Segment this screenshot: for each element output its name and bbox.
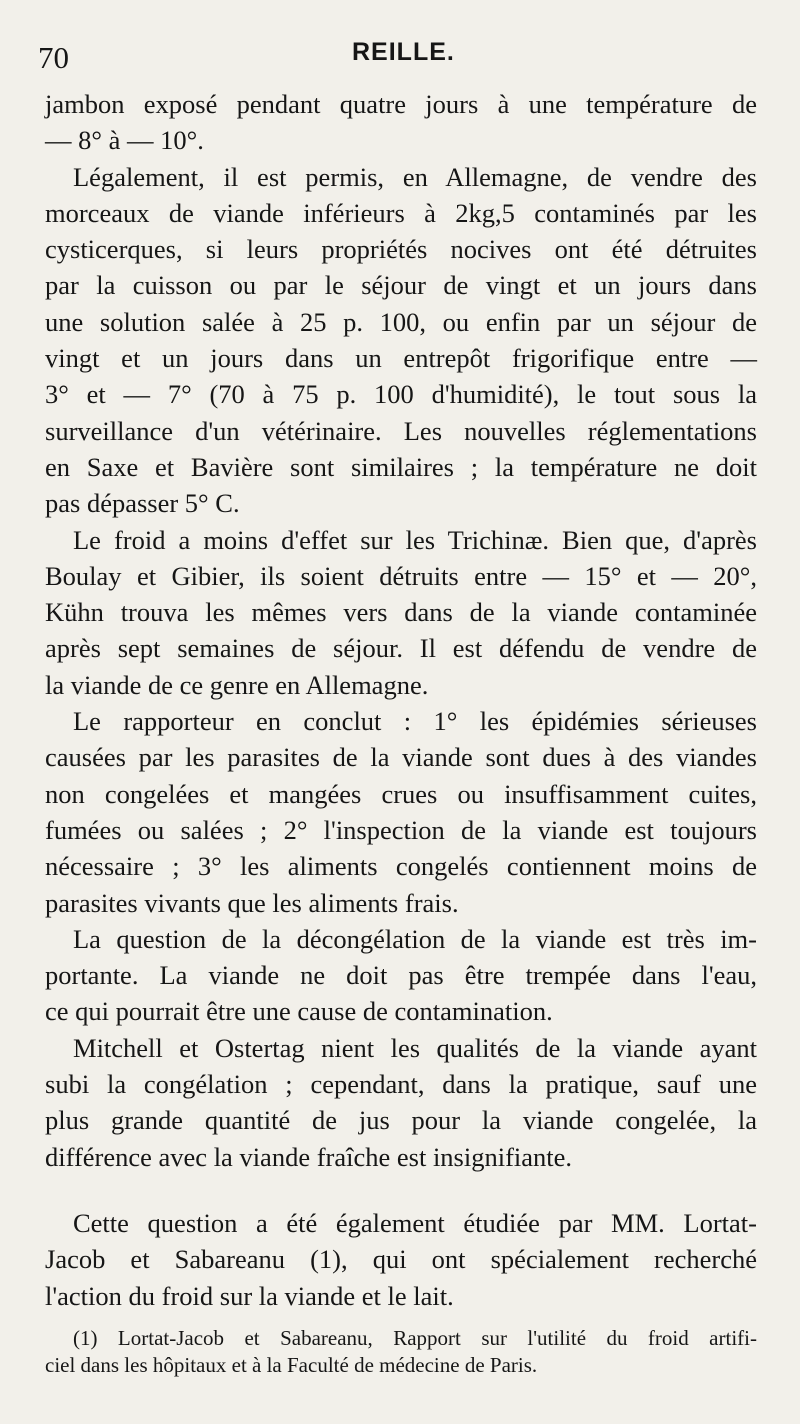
page-body: [45, 86, 757, 1314]
text-line: Jacob et Sabareanu (1), qui ont spécialement recherché: [45, 1244, 757, 1275]
text-line: parasites vivants que les aliments frais.: [45, 887, 459, 918]
text-line: fumées ou salées ; 2° l'inspection de la viande est toujours: [45, 814, 757, 845]
footnote-line: ciel dans les hôpitaux et à la Faculté de médecine de Paris.: [45, 1353, 538, 1377]
text-line: vingt et un jours dans un entrepôt frigorifique entre —: [45, 343, 757, 374]
text-line: surveillance d'un vétérinaire. Les nouvelles réglementations: [45, 415, 757, 446]
text-line: Légalement, il est permis, en Allemagne, de vendre des: [73, 161, 757, 192]
page-header: [38, 30, 762, 75]
text-line: Mitchell et Ostertag nient les qualités de la viande ayant: [73, 1032, 757, 1063]
page-number: 70: [38, 40, 69, 75]
text-line: différence avec la viande fraîche est insignifiante.: [45, 1141, 573, 1172]
text-line: une solution salée à 25 p. 100, ou enfin par un séjour de: [45, 306, 757, 337]
text-line: causées par les parasites de la viande sont dues à des viandes: [45, 742, 757, 773]
text-line: — 8° à — 10°.: [45, 125, 204, 156]
text-line: portante. La viande ne doit pas être trempée dans l'eau,: [45, 960, 757, 991]
text-line: Kühn trouva les mêmes vers dans de la viande contaminée: [45, 597, 757, 628]
text-line: par la cuisson ou par le séjour de vingt et un jours dans: [45, 270, 757, 301]
text-line: l'action du froid sur la viande et le lait.: [45, 1280, 454, 1311]
text-line: Boulay et Gibier, ils soient détruits entre — 15° et — 20°,: [45, 560, 757, 591]
text-line: en Saxe et Bavière sont similaires ; la température ne doit: [45, 451, 757, 482]
text-line: non congelées et mangées crues ou insuffisamment cuites,: [45, 778, 757, 809]
text-line: La question de la décongélation de la viande est très im-: [73, 923, 757, 954]
text-line: après sept semaines de séjour. Il est défendu de vendre de: [45, 633, 757, 664]
text-line: cysticerques, si leurs propriétés nocives ont été détruites: [45, 234, 757, 265]
text-line: morceaux de viande inférieurs à 2kg,5 contaminés par les: [45, 197, 757, 228]
text-line: subi la congélation ; cependant, dans la pratique, sauf une: [45, 1069, 757, 1100]
text-line: Le rapporteur en conclut : 1° les épidémies sérieuses: [73, 706, 757, 737]
text-line: nécessaire ; 3° les aliments congelés contiennent moins de: [45, 851, 757, 882]
footnote: [45, 1325, 757, 1379]
text-line: pas dépasser 5° C.: [45, 488, 240, 519]
running-head: REILLE.: [352, 38, 455, 66]
text-line: jambon exposé pendant quatre jours à une température de: [45, 89, 757, 119]
text-line: plus grande quantité de jus pour la viande congelée, la: [45, 1105, 757, 1136]
text-line: Cette question a été également étudiée par MM. Lortat-: [73, 1207, 757, 1238]
text-line: 3° et — 7° (70 à 75 p. 100 d'humidité), le tout sous la: [45, 379, 757, 410]
text-line: Le froid a moins d'effet sur les Trichinæ. Bien que, d'après: [73, 524, 757, 555]
text-line: ce qui pourrait être une cause de contamination.: [45, 996, 553, 1027]
footnote-line: (1) Lortat-Jacob et Sabareanu, Rapport sur l'utilité du froid artifi-: [73, 1326, 757, 1350]
text-line: la viande de ce genre en Allemagne.: [45, 669, 429, 700]
